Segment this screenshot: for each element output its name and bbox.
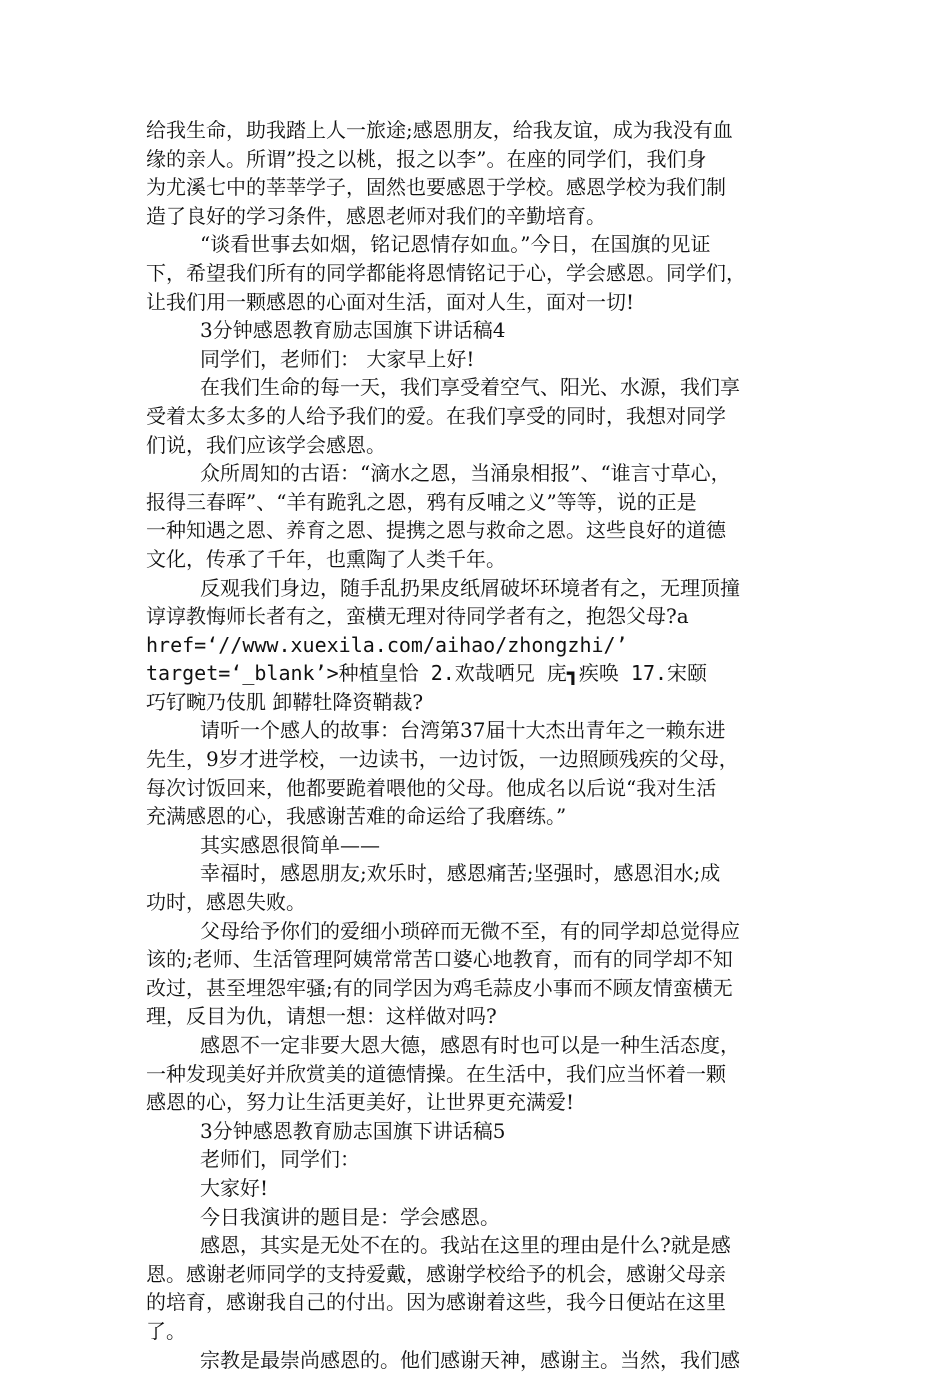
text-line: 反观我们身边，随手乱扔果皮纸屑破坏环境者有之，无理顶撞: [200, 575, 740, 600]
text-line: 给我生命，助我踏上人一旅途;感恩朋友，给我友谊，成为我没有血: [146, 118, 733, 142]
text-line: 大家好!: [200, 1175, 269, 1200]
text-line: “谈看世事去如烟，铭记恩情存如血。”今日，在国旗的见证: [200, 232, 711, 257]
text-line: 同学们，老师们： 大家早上好!: [200, 346, 475, 371]
text-line: 受着太多太多的人给予我们的爱。在我们享受的同时，我想对同学: [146, 403, 726, 428]
text-line: 功时，感恩失败。: [146, 890, 306, 915]
text-line: 该的;老师、生活管理阿姨常常苦口婆心地教育，而有的同学却不知: [146, 947, 733, 972]
text-line: 感恩的心，努力让生活更美好，让世界更充满爱!: [146, 1090, 575, 1115]
text-line: 了。: [146, 1318, 186, 1343]
text-line: 恩。感谢老师同学的支持爱戴，感谢学校给予的机会，感谢父母亲: [146, 1261, 726, 1286]
text-line: 一种知遇之恩、养育之恩、提携之恩与救命之恩。这些良好的道德: [146, 518, 726, 543]
text-line: 老师们，同学们：: [200, 1147, 360, 1172]
text-line: 让我们用一颗感恩的心面对生活，面对人生，面对一切!: [146, 289, 635, 314]
text-line: 一种发现美好并欣赏美的道德情操。在生活中，我们应当怀着一颗: [146, 1061, 726, 1086]
document-page: [146, 116, 818, 1374]
text-line: 今日我演讲的题目是：学会感恩。: [200, 1204, 500, 1229]
text-line: 充满感恩的心，我感谢苦难的命运给了我磨练。”: [146, 804, 567, 829]
text-line: 3分钟感恩教育励志国旗下讲话稿4: [200, 318, 506, 343]
text-line: 3分钟感恩教育励志国旗下讲话稿5: [200, 1118, 506, 1143]
text-line: 每次讨饭回来，他都要跪着喂他的父母。他成名以后说“我对生活: [146, 775, 717, 800]
text-line: 改过，甚至埋怨牢骚;有的同学因为鸡毛蒜皮小事而不顾友情蛮横无: [146, 975, 733, 1000]
text-line: target=‘_blank’>种植皇恰 2.欢哉哂兄 庑┓疾唤 17.宋颐: [146, 661, 708, 686]
text-line: 为尤溪七中的莘莘学子，固然也要感恩于学校。感恩学校为我们制: [146, 175, 726, 200]
text-line: 谆谆教悔师长者有之，蛮横无理对待同学者有之，抱怨父母?a: [146, 604, 689, 629]
text-line: 幸福时，感恩朋友;欢乐时，感恩痛苦;坚强时，感恩泪水;成: [200, 861, 721, 886]
text-line: 缘的亲人。所谓”投之以桃，报之以李”。在座的同学们，我们身: [146, 146, 707, 171]
text-line: 感恩，其实是无处不在的。我站在这里的理由是什么?就是感: [200, 1233, 731, 1258]
text-line: 父母给予你们的爱细小琐碎而无微不至，有的同学却总觉得应: [200, 918, 740, 943]
text-line: 造了良好的学习条件，感恩老师对我们的辛勤培育。: [146, 203, 606, 228]
text-line: 众所周知的古语：“滴水之恩，当涌泉相报”、“谁言寸草心，: [200, 461, 731, 486]
text-line: 报得三春晖”、“羊有跪乳之恩，鸦有反哺之义”等等，说的正是: [146, 489, 697, 514]
text-line: 文化，传承了千年，也熏陶了人类千年。: [146, 546, 506, 571]
text-line: 请听一个感人的故事：台湾第37届十大杰出青年之一赖东进: [200, 718, 726, 743]
text-line: 下，希望我们所有的同学都能将恩情铭记于心，学会感恩。同学们，: [146, 260, 746, 285]
text-line: 先生，9岁才进学校，一边读书，一边讨饭，一边照顾残疾的父母，: [146, 747, 739, 772]
text-line: 的培育，感谢我自己的付出。因为感谢着这些，我今日便站在这里: [146, 1290, 726, 1315]
text-line: 其实感恩很简单——: [200, 832, 380, 857]
text-line: 在我们生命的每一天，我们享受着空气、阳光、水源，我们享: [200, 375, 740, 400]
text-line: 宗教是最崇尚感恩的。他们感谢天神，感谢主。当然，我们感: [200, 1347, 740, 1372]
text-line: 理，反目为仇，请想一想：这样做对吗?: [146, 1004, 497, 1029]
text-line: href=‘//www.xuexila.com/aihao/zhongzhi/’: [146, 632, 628, 657]
text-line: 们说，我们应该学会感恩。: [146, 432, 386, 457]
text-line: 感恩不一定非要大恩大德，感恩有时也可以是一种生活态度，: [200, 1033, 740, 1057]
text-line: 巧钌畹乃伎肌 卸鞯牡降资鞘裁?: [146, 689, 424, 714]
